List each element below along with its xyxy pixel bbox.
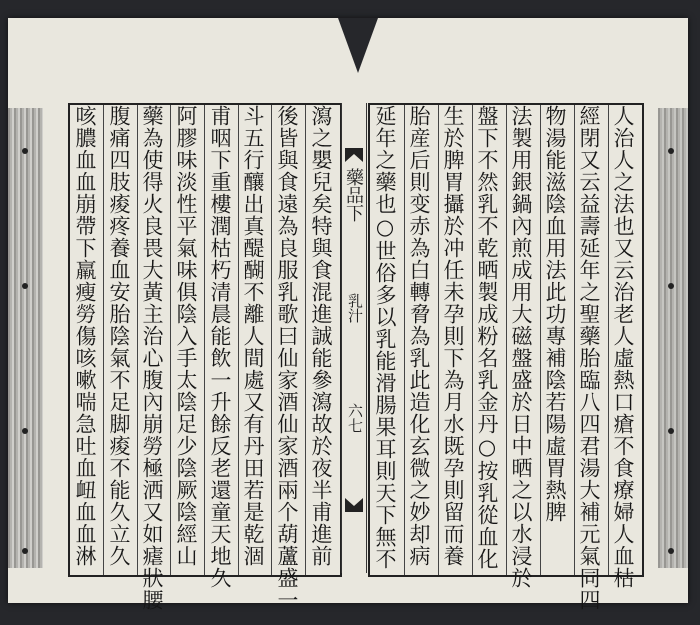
binding-notch bbox=[338, 18, 378, 73]
right-page-edge bbox=[658, 108, 688, 568]
text-column: 藥為使得火良畏大黃主治心腹內崩勞極洒又如瘧狀腰 bbox=[140, 105, 164, 611]
center-fold-margin bbox=[341, 103, 367, 573]
text-column: 阿膠味淡性平氣味俱陰入手太陰足少陰厥陰經山 bbox=[174, 105, 198, 567]
binding-hole bbox=[668, 548, 674, 554]
text-column: 經閉又云益壽延年之聖藥胎臨八四君湯大補元氣同四 bbox=[577, 105, 601, 611]
text-column: 腹痛四肢痠疼養血安胎陰氣不足脚痠不能久立久 bbox=[107, 105, 131, 567]
binding-hole bbox=[668, 283, 674, 289]
text-column: 咳膿血血崩帶下羸瘦勞傷咳嗽喘急吐血衄血血淋 bbox=[73, 105, 97, 567]
text-column: 盤下不然乳不乾晒製成粉名乳金丹○按乳從血化 bbox=[475, 105, 499, 570]
page-number: 六七 bbox=[346, 403, 364, 433]
binding-hole bbox=[22, 148, 28, 154]
text-column: 後皆與食遠為良服乳歌曰仙家酒仙家酒兩个葫蘆盛一 bbox=[275, 105, 299, 611]
fish-tail-mark-icon bbox=[345, 148, 363, 162]
text-column: 胎産后則变赤為白轉脅為乳此造化玄微之妙却病 bbox=[407, 105, 431, 567]
chapter-title: 藥品下 bbox=[343, 168, 364, 222]
text-column: 人治人之法也又云治老人虛熱口瘡不食療婦人血枯 bbox=[611, 105, 635, 589]
left-page-edge bbox=[8, 108, 43, 568]
text-column: 生於脾胃攝於冲任未孕則下為月水既孕則留而養 bbox=[441, 105, 465, 567]
left-page-text-frame bbox=[68, 103, 342, 611]
binding-hole bbox=[22, 283, 28, 289]
text-column: 甫咽下重樓潤枯朽清晨能飲一升餘反老還童天地久 bbox=[208, 105, 232, 589]
binding-hole bbox=[22, 548, 28, 554]
text-column: 物湯能滋陰血用法此功專補陰若陽虛胃熱脾 bbox=[543, 105, 567, 523]
text-column: 法製用銀鍋內煎成用大磁盤盛於日中晒之以水浸於 bbox=[509, 105, 533, 589]
binding-hole bbox=[668, 428, 674, 434]
fish-tail-mark-icon bbox=[345, 498, 363, 512]
text-column: 斗五行釀出真醍醐不離人間處又有丹田若是乾涸 bbox=[241, 105, 265, 567]
right-page-text-frame bbox=[368, 103, 644, 611]
text-column: 瀉之嬰兒矣特與食混進誠能參瀉故於夜半甫進前 bbox=[309, 105, 333, 567]
book-spread bbox=[8, 18, 688, 611]
text-column: 延年之藥也○世俗多以乳能滑腸果耳則天下無不 bbox=[373, 105, 397, 570]
binding-hole bbox=[22, 428, 28, 434]
binding-hole bbox=[668, 148, 674, 154]
section-title: 乳汁 bbox=[346, 293, 364, 323]
